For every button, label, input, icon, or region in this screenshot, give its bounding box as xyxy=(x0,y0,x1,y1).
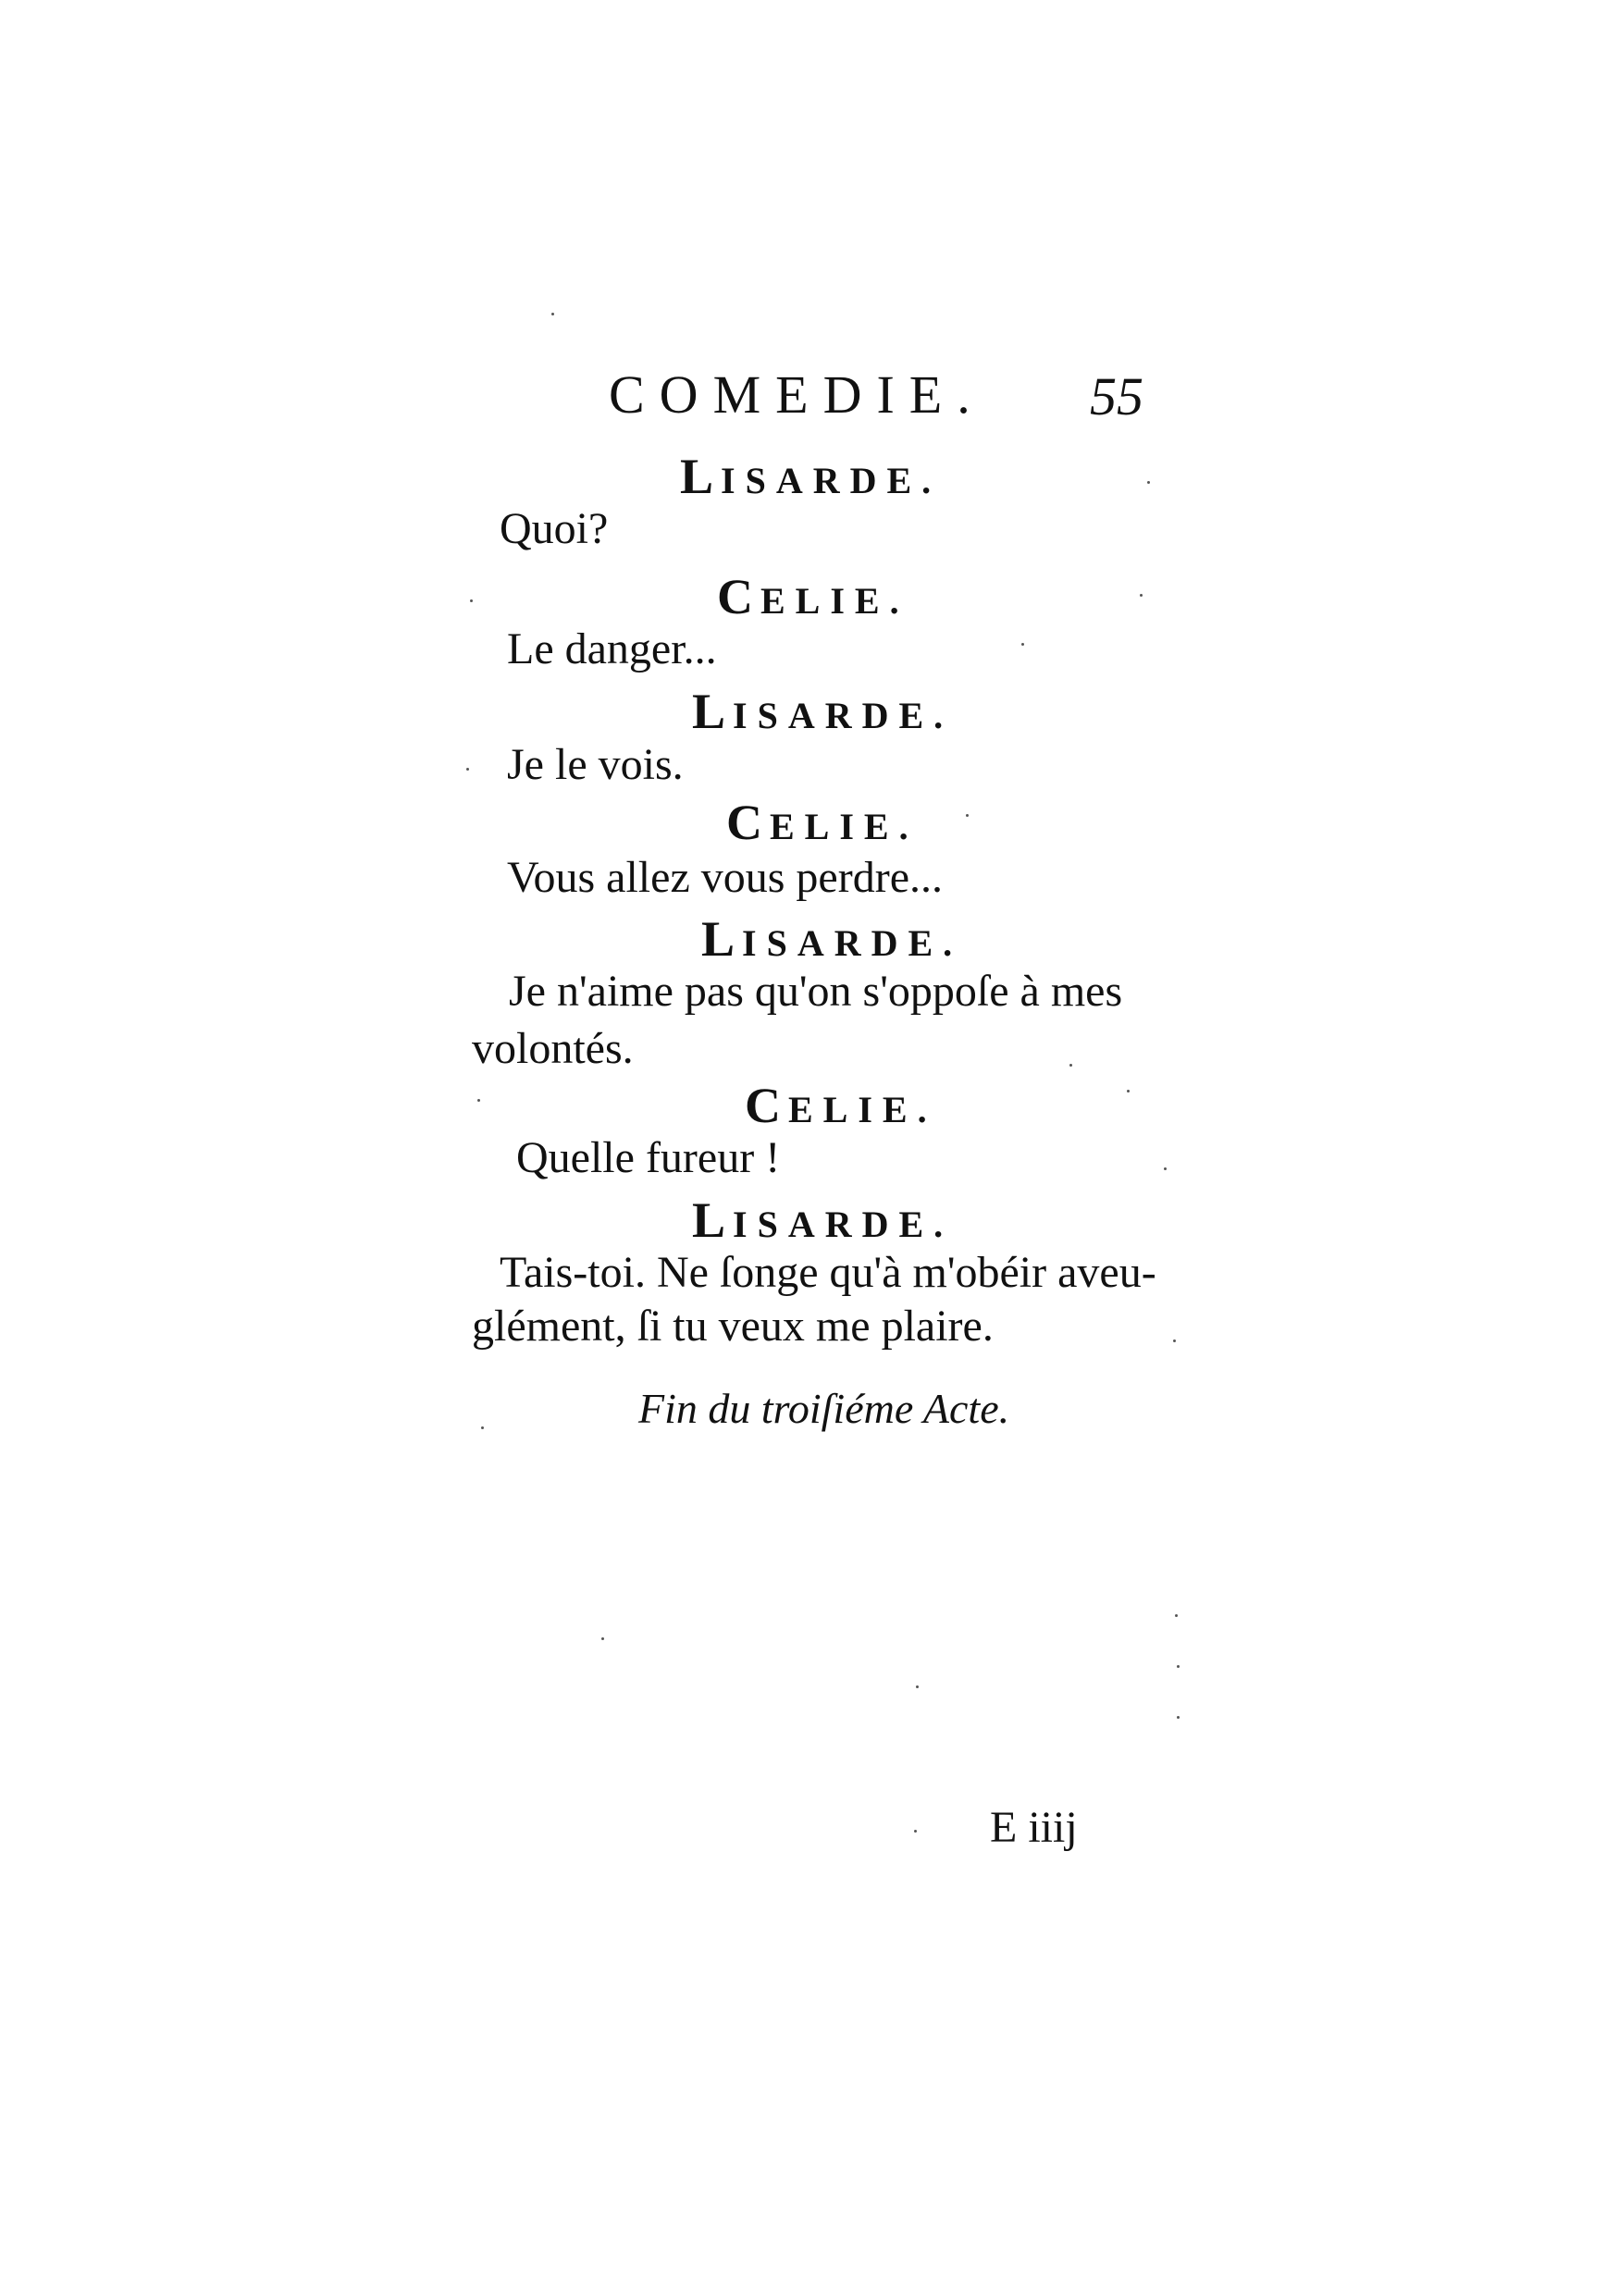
page-number: 55 xyxy=(1090,366,1143,426)
scan-speck xyxy=(1175,1614,1178,1617)
speech-line: Je le vois. xyxy=(507,740,684,789)
scan-speck xyxy=(1147,481,1150,484)
scan-speck xyxy=(466,768,469,771)
scan-speck xyxy=(914,1830,917,1833)
speech-line: volontés. xyxy=(472,1024,634,1073)
speech-line: Je n'aime pas qu'on s'oppoſe à mes xyxy=(509,967,1123,1016)
scan-speck xyxy=(916,1685,919,1688)
scan-speck xyxy=(601,1637,604,1640)
scan-speck xyxy=(1140,594,1143,597)
scan-speck xyxy=(966,814,969,817)
speaker-name: LISARDE. xyxy=(701,911,963,967)
scan-speck xyxy=(1127,1090,1130,1092)
scan-speck xyxy=(1173,1339,1176,1342)
speech-line: Quelle fureur ! xyxy=(516,1133,781,1182)
speaker-name: CELIE. xyxy=(717,569,909,624)
scan-speck xyxy=(1069,1064,1072,1067)
speaker-name: LISARDE. xyxy=(692,684,954,739)
speech-line: Le danger... xyxy=(507,624,717,673)
scan-speck xyxy=(481,1426,484,1429)
scan-speck xyxy=(477,1099,480,1102)
speech-line: Tais-toi. Ne ſonge qu'à m'obéir aveu- xyxy=(500,1248,1156,1297)
scan-speck xyxy=(1177,1716,1180,1719)
act-end-line: Fin du troiſiéme Acte. xyxy=(638,1385,1010,1432)
scan-speck xyxy=(470,599,473,602)
scan-speck xyxy=(1021,643,1024,646)
speech-line: Vous allez vous perdre... xyxy=(507,853,943,902)
speech-line: Quoi? xyxy=(500,504,609,553)
speaker-name: LISARDE. xyxy=(680,449,942,504)
speaker-name: CELIE. xyxy=(745,1078,937,1133)
speech-line: glément, ſi tu veux me plaire. xyxy=(472,1302,994,1351)
scan-speck xyxy=(1177,1665,1180,1668)
scan-speck xyxy=(1164,1167,1167,1170)
speaker-name: CELIE. xyxy=(726,795,919,850)
scan-speck xyxy=(551,313,554,315)
running-title: COMEDIE. xyxy=(609,364,985,425)
speaker-name: LISARDE. xyxy=(692,1192,954,1248)
signature-mark: E iiij xyxy=(990,1803,1078,1852)
